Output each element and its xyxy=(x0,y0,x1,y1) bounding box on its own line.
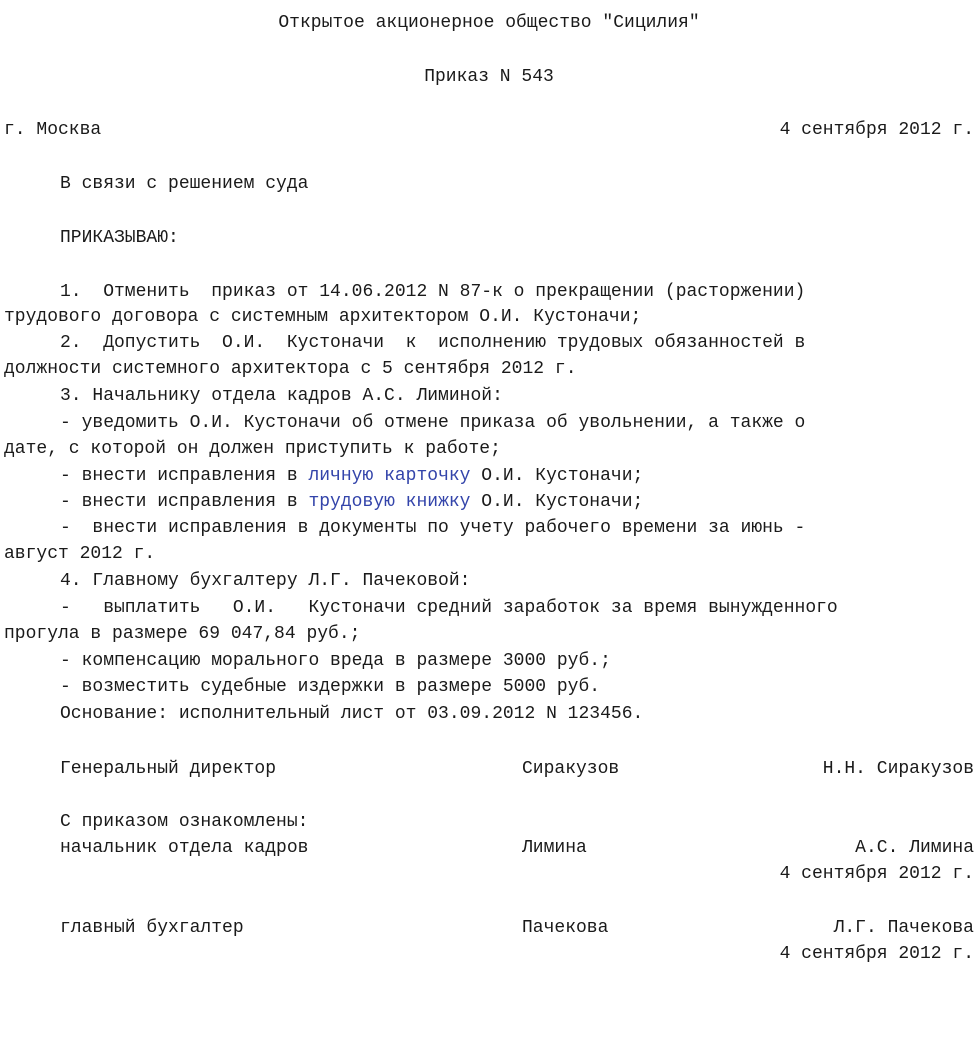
hr-date-row xyxy=(0,861,978,887)
item-3-3 xyxy=(60,489,972,515)
hr-signature-row xyxy=(0,835,978,861)
item-3-3-prefix: - внести исправления в xyxy=(60,492,309,512)
director-signature-row xyxy=(0,756,978,782)
item-3-2 xyxy=(60,463,972,489)
item-4-1-line-2: прогула в размере 69 047,84 руб.; xyxy=(4,624,361,644)
accountant-date-row xyxy=(0,941,978,967)
company-name: Открытое акционерное общество "Сицилия" xyxy=(278,13,700,33)
item-3-3-suffix: О.И. Кустоначи; xyxy=(470,492,644,512)
item-3-4-line-2: август 2012 г. xyxy=(4,544,156,564)
director-signature: Сиракузов xyxy=(522,759,620,779)
work-book-link[interactable]: трудовую книжку xyxy=(308,492,471,512)
hr-signature: Лимина xyxy=(522,838,587,858)
hr-name: А.С. Лимина xyxy=(855,838,974,858)
hr-title: начальник отдела кадров xyxy=(60,838,309,858)
item-4-1-line-1: - выплатить О.И. Кустоначи средний заработок за время вынужденного xyxy=(60,598,838,618)
basis-line: Основание: исполнительный лист от 03.09.2012 N 123456. xyxy=(60,704,644,724)
acquainted-heading: С приказом ознакомлены: xyxy=(60,812,309,832)
item-2-line-2: должности системного архитектора с 5 сентября 2012 г. xyxy=(4,359,577,379)
accountant-date: 4 сентября 2012 г. xyxy=(779,944,974,964)
accountant-name: Л.Г. Пачекова xyxy=(833,918,974,938)
accountant-title: главный бухгалтер xyxy=(60,918,244,938)
item-2-line-1: 2. Допустить О.И. Кустоначи к исполнению трудовых обязанностей в xyxy=(60,333,806,353)
hr-date: 4 сентября 2012 г. xyxy=(779,864,974,884)
order-title: Приказ N 543 xyxy=(424,67,554,87)
director-title: Генеральный директор xyxy=(60,759,277,779)
reason-text: В связи с решением суда xyxy=(60,174,309,194)
item-1-line-2: трудового договора с системным архитектором О.И. Кустоначи; xyxy=(4,307,642,327)
item-4-3: - возместить судебные издержки в размере 5000 руб. xyxy=(60,677,601,697)
item-4-2: - компенсацию морального вреда в размере 3000 руб.; xyxy=(60,651,611,671)
accountant-signature-row xyxy=(0,915,978,941)
item-1-line-1: 1. Отменить приказ от 14.06.2012 N 87-к о прекращении (расторжении) xyxy=(60,282,806,302)
item-3-2-suffix: О.И. Кустоначи; xyxy=(470,466,644,486)
item-3-2-prefix: - внести исправления в xyxy=(60,466,309,486)
item-3-1-line-1: - уведомить О.И. Кустоначи об отмене приказа об увольнении, а также о xyxy=(60,413,806,433)
place-date-row xyxy=(0,117,978,143)
item-3-1-line-2: дате, с которой он должен приступить к работе; xyxy=(4,439,501,459)
city: г. Москва xyxy=(4,120,102,140)
director-name: Н.Н. Сиракузов xyxy=(822,759,974,779)
accountant-signature: Пачекова xyxy=(522,918,609,938)
item-3-4-line-1: - внести исправления в документы по учету рабочего времени за июнь - xyxy=(60,518,806,538)
order-word: ПРИКАЗЫВАЮ: xyxy=(60,228,179,248)
item-3-heading: 3. Начальнику отдела кадров А.С. Лиминой: xyxy=(60,386,503,406)
order-date: 4 сентября 2012 г. xyxy=(779,120,974,140)
personal-card-link[interactable]: личную карточку xyxy=(308,466,471,486)
item-4-heading: 4. Главному бухгалтеру Л.Г. Пачековой: xyxy=(60,571,471,591)
